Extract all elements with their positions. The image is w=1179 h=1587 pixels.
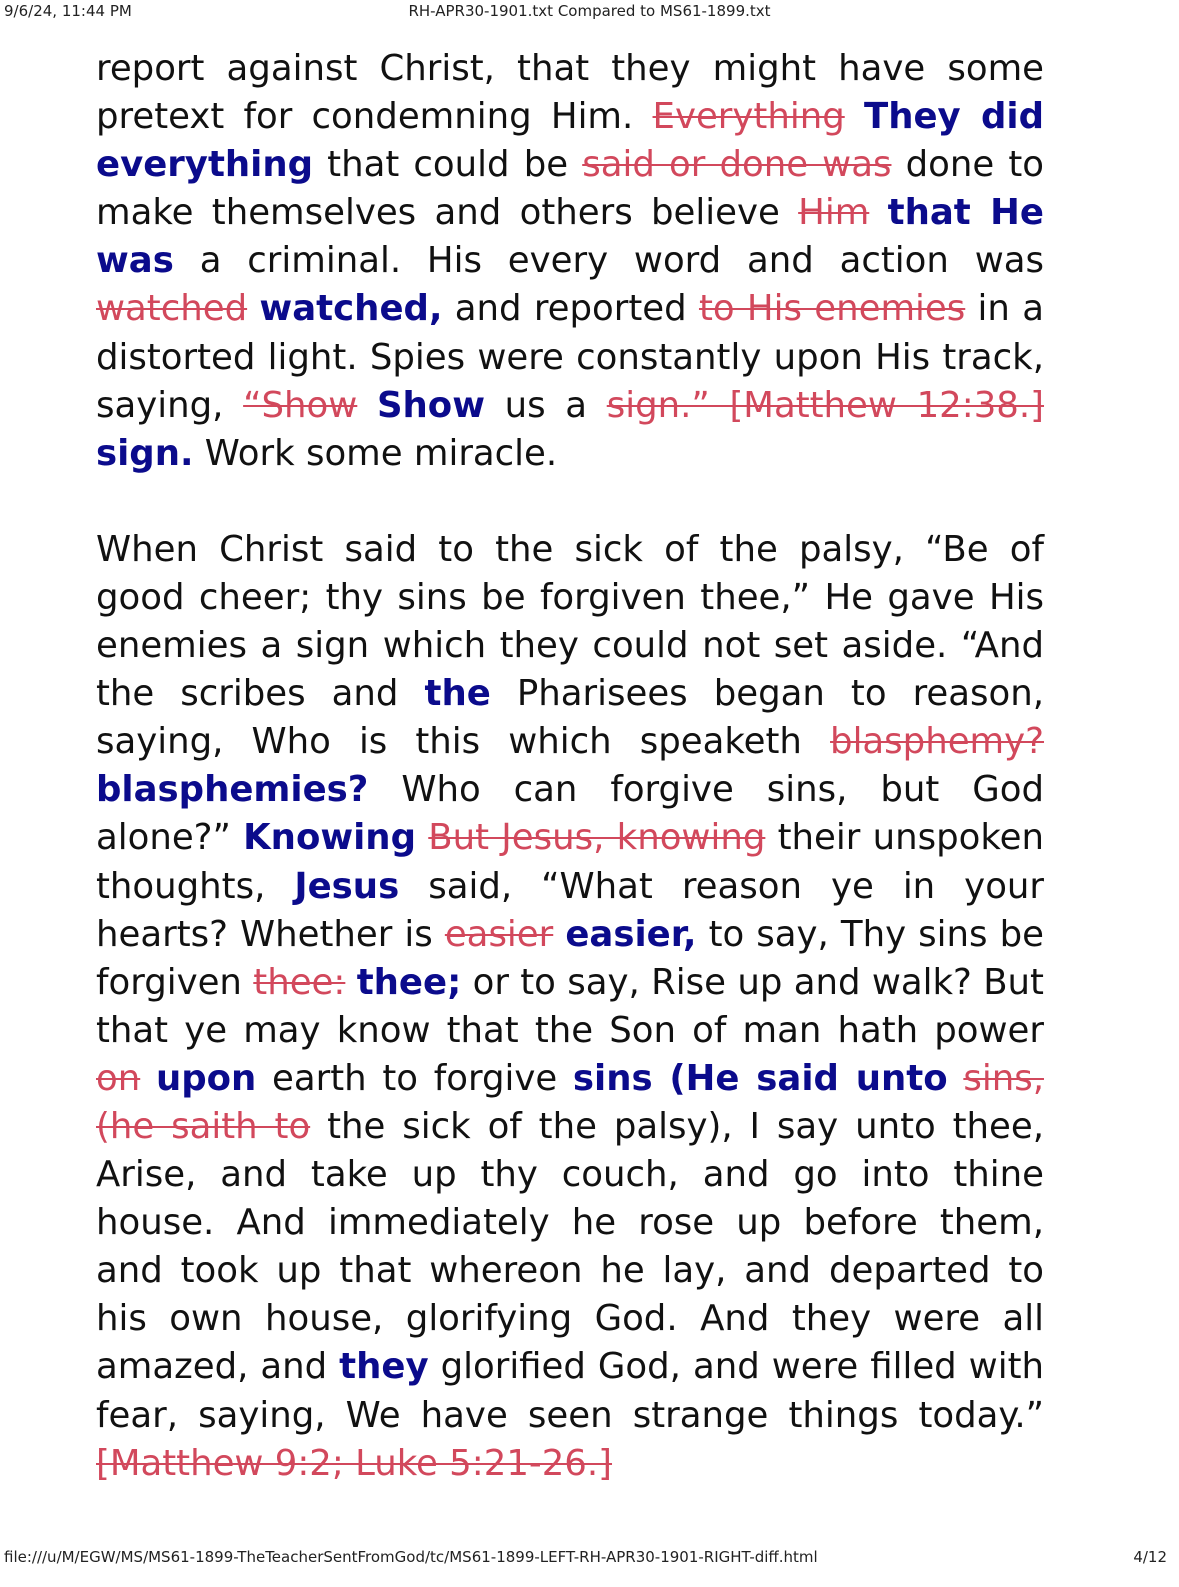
inserted-text: upon <box>155 1057 257 1099</box>
unchanged-text: earth to forgive <box>256 1057 573 1099</box>
unchanged-text: When Christ said to the sick of the palsy, “Be of good cheer; thy sins be forgiven thee,” He gave His enemies a sign which they could not set aside. “And the scribes and <box>96 528 1044 715</box>
unchanged-text: Who can forgive sins, but God alone?” <box>96 769 1044 859</box>
deleted-text: sign.” [Matthew 12:38.] <box>606 384 1045 426</box>
deleted-text: on <box>96 1057 141 1099</box>
unchanged-text: their unspoken thoughts, <box>96 817 1044 907</box>
unchanged-text <box>948 1058 964 1099</box>
inserted-text: easier, <box>565 913 697 955</box>
unchanged-text: the sick of the palsy), I say unto thee, Arise, and take up thy couch, and go into thine house. And immediately he rose up before them, and took up that whereon he lay, and departed to his own house, glorifying God. And they were all amazed, and <box>96 1105 1044 1388</box>
diff-paragraph <box>96 526 1044 1488</box>
unchanged-text: report against Christ, that they might have some pretext for condemning Him. <box>96 48 1044 138</box>
deleted-text: But Jesus, knowing <box>428 817 766 859</box>
diff-paragraph <box>96 45 1044 478</box>
unchanged-text: done to make themselves and others believe <box>96 144 1044 234</box>
unchanged-text: Work some miracle. <box>193 432 558 474</box>
diff-document-body <box>96 45 1044 1536</box>
unchanged-text: us a <box>485 384 607 426</box>
deleted-text: Him <box>798 192 870 234</box>
print-header <box>0 0 1179 24</box>
print-page-number: 4/12 <box>1133 1548 1167 1566</box>
unchanged-text: Pharisees began to reason, saying, Who is this which speaketh <box>96 673 1045 763</box>
inserted-text: the <box>424 673 491 715</box>
unchanged-text: a criminal. His every word and action was <box>173 240 1044 282</box>
unchanged-text <box>345 962 356 1003</box>
inserted-text: Jesus <box>294 865 400 907</box>
deleted-text: easier <box>444 913 554 955</box>
deleted-text: said or done was <box>582 144 892 186</box>
deleted-text: Everything <box>652 96 845 138</box>
inserted-text: sign. <box>96 432 194 474</box>
inserted-text: Show <box>376 384 485 426</box>
unchanged-text: and reported <box>442 288 699 330</box>
unchanged-text <box>140 1058 156 1099</box>
inserted-text: thee; <box>356 961 462 1003</box>
unchanged-text <box>553 914 565 955</box>
unchanged-text: glorified God, and were filled with fear, saying, We have seen strange things today.” <box>96 1346 1044 1436</box>
inserted-text: that He was <box>96 192 1044 282</box>
unchanged-text: or to say, Rise up and walk? But that ye may know that the Son of man hath power <box>96 961 1044 1051</box>
deleted-text: to His enemies <box>698 288 966 330</box>
deleted-text: [Matthew 9:2; Luke 5:21-26.] <box>96 1442 613 1484</box>
unchanged-text <box>357 385 377 426</box>
print-page-title: RH-APR30-1901.txt Compared to MS61-1899.txt <box>408 2 771 20</box>
inserted-text: they <box>339 1346 429 1388</box>
inserted-text: blasphemies? <box>96 769 369 811</box>
unchanged-text <box>869 192 887 233</box>
deleted-text: blasphemy? <box>830 721 1044 763</box>
unchanged-text <box>845 96 864 137</box>
unchanged-text: to say, Thy sins be forgiven <box>96 913 1044 1003</box>
print-file-url: file:///u/M/EGW/MS/MS61-1899-TheTeacherSentFromGod/tc/MS61-1899-LEFT-RH-APR30-1901-RIGHT-diff.html <box>4 1548 818 1566</box>
unchanged-text: in a distorted light. Spies were constantly upon His track, saying, <box>96 288 1044 426</box>
print-footer <box>0 1548 1179 1578</box>
deleted-text: “Show <box>243 384 358 426</box>
inserted-text: watched, <box>259 288 443 330</box>
unchanged-text: said, “What reason ye in your hearts? Whether is <box>96 865 1045 955</box>
print-datetime: 9/6/24, 11:44 PM <box>4 2 132 20</box>
unchanged-text <box>416 817 428 858</box>
unchanged-text <box>247 288 259 329</box>
deleted-text: thee: <box>253 961 346 1003</box>
unchanged-text: that could be <box>313 144 583 186</box>
inserted-text: Knowing <box>243 817 416 859</box>
deleted-text: watched <box>96 288 248 330</box>
inserted-text: sins (He said unto <box>572 1057 948 1099</box>
deleted-text: sins, (he saith to <box>96 1057 1044 1147</box>
inserted-text: They did everything <box>96 96 1044 186</box>
